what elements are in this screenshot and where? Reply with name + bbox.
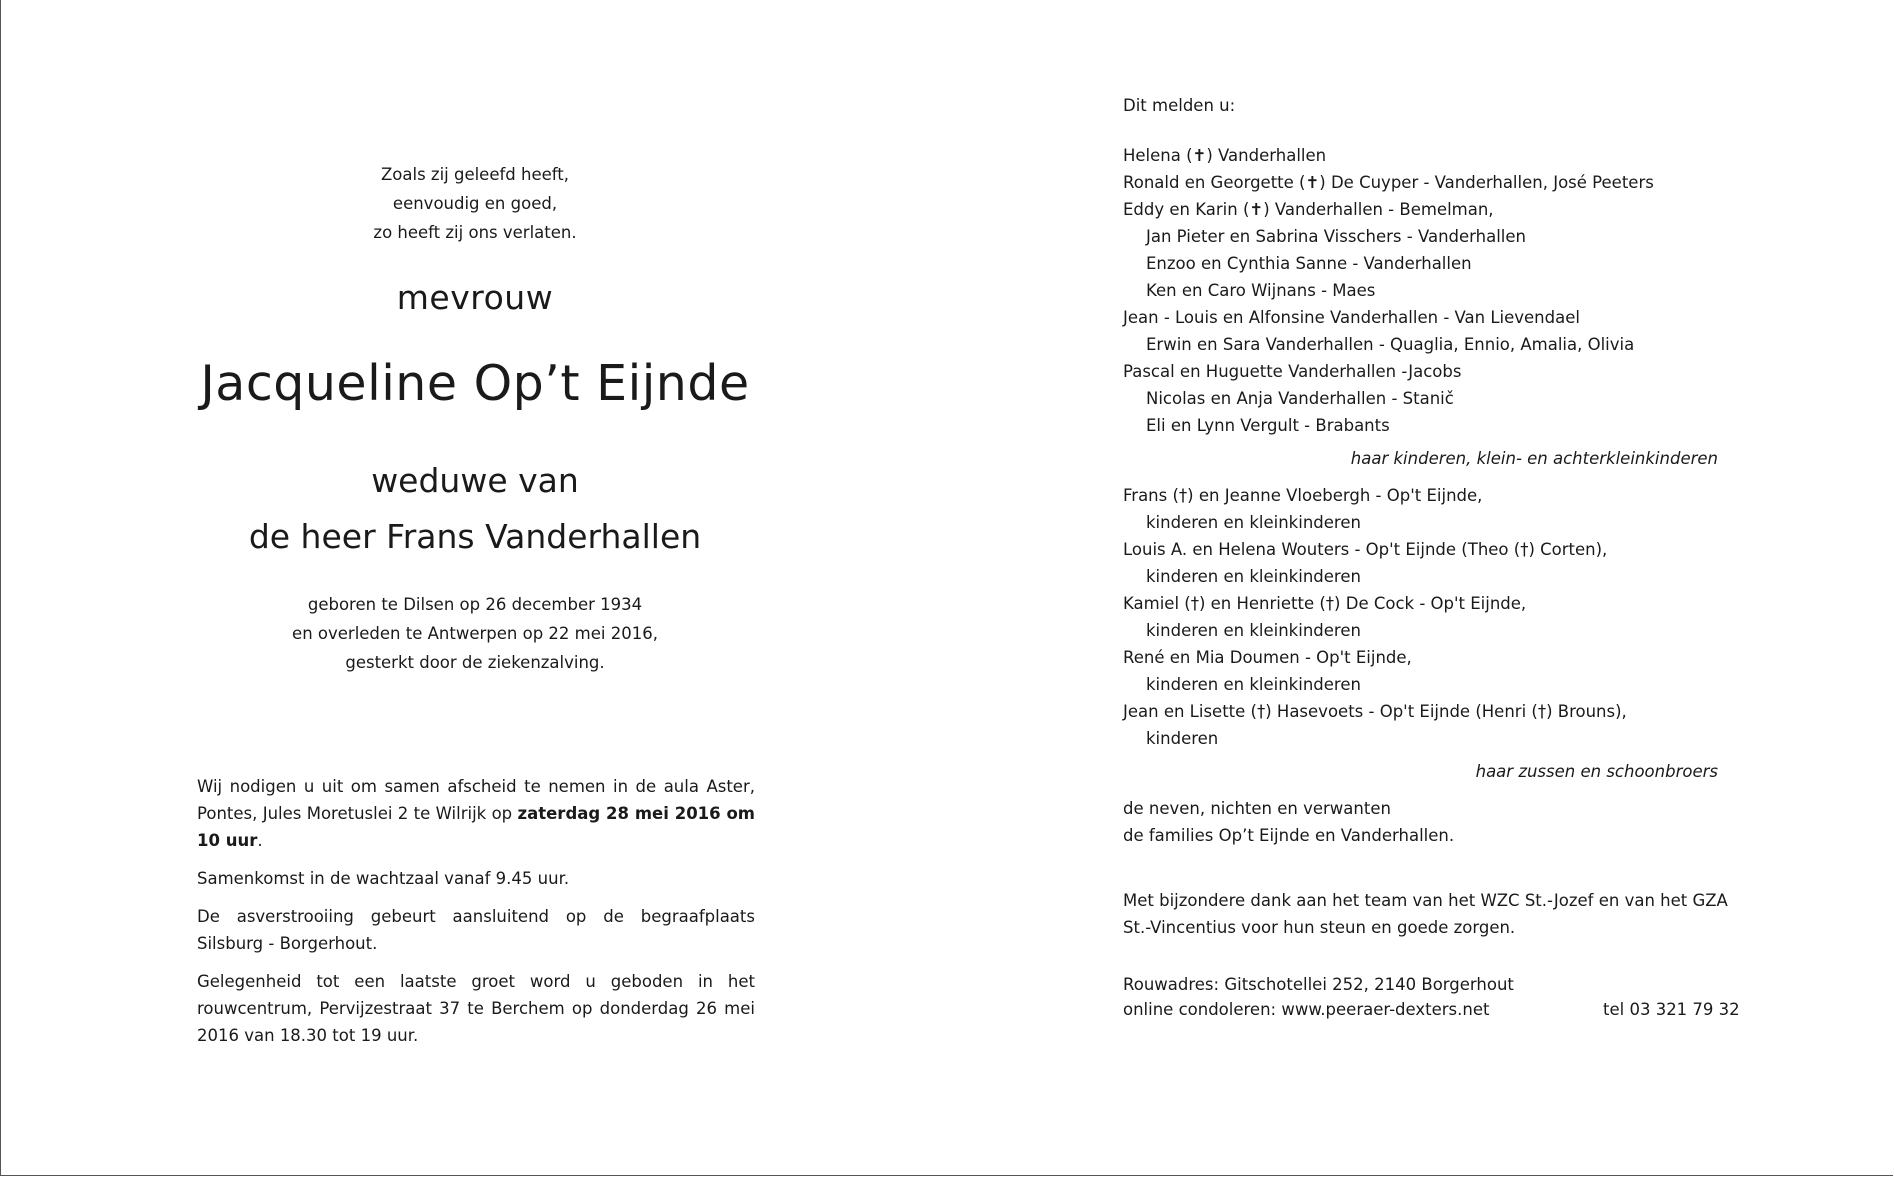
thanks-note bbox=[1123, 887, 1743, 941]
children-role-caption: haar kinderen, klein- en achterkleinkinderen bbox=[1350, 449, 1718, 468]
widow-of-label: weduwe van bbox=[371, 461, 579, 500]
family-line: Kamiel (†) en Henriette (†) De Cock - Op't Eijnde, bbox=[1123, 594, 1527, 613]
family-line: Eli en Lynn Vergult - Brabants bbox=[1146, 416, 1390, 435]
poem-line: Zoals zij geleefd heeft, bbox=[380, 165, 570, 184]
widow-of bbox=[200, 453, 750, 565]
family-line: Pascal en Huguette Vanderhallen -Jacobs bbox=[1123, 362, 1462, 381]
birth-line: geboren te Dilsen op 26 december 1934 bbox=[307, 595, 643, 614]
spouse-name: de heer Frans Vanderhallen bbox=[248, 517, 702, 556]
relatives-line: de neven, nichten en verwanten bbox=[1123, 799, 1391, 818]
viewing-paragraph: Gelegenheid tot een laatste groet word u geboden in het rouwcentrum, Pervijzestraat 37 te Berchem op donderdag 26 mei 2016 van 18.30 tot 19 uur. bbox=[197, 972, 755, 1045]
contact-info bbox=[1123, 972, 1743, 1022]
family-line: Eddy en Karin (✝) Vanderhallen - Bemelman, bbox=[1123, 200, 1494, 219]
telephone: tel 03 321 79 32 bbox=[1603, 1000, 1740, 1019]
family-line: Erwin en Sara Vanderhallen - Quaglia, Ennio, Amalia, Olivia bbox=[1146, 335, 1635, 354]
gathering-paragraph: Samenkomst in de wachtzaal vanaf 9.45 uur. bbox=[197, 869, 570, 888]
death-line: en overleden te Antwerpen op 22 mei 2016, bbox=[292, 624, 658, 643]
deceased-name: Jacqueline Op’t Eijnde bbox=[200, 355, 750, 412]
online-condolences: online condoleren: www.peeraer-dexters.net bbox=[1123, 1000, 1490, 1019]
family-line: Enzoo en Cynthia Sanne - Vanderhallen bbox=[1146, 254, 1472, 273]
mourning-address: Rouwadres: Gitschotellei 252, 2140 Borgerhout bbox=[1123, 975, 1514, 994]
honorific: mevrouw bbox=[396, 278, 554, 317]
sacrament-line: gesterkt door de ziekenzalving. bbox=[345, 653, 605, 672]
family-line: Jean en Lisette (†) Hasevoets - Op't Eijnde (Henri (†) Brouns), bbox=[1123, 702, 1627, 721]
announcement-header: Dit melden u: bbox=[1123, 96, 1236, 115]
family-line: kinderen en kleinkinderen bbox=[1146, 513, 1361, 532]
siblings-role-caption: haar zussen en schoonbroers bbox=[1475, 762, 1718, 781]
family-line: kinderen bbox=[1146, 729, 1219, 748]
family-line: kinderen en kleinkinderen bbox=[1146, 675, 1361, 694]
poem-line: zo heeft zij ons verlaten. bbox=[373, 223, 577, 242]
family-line: René en Mia Doumen - Op't Eijnde, bbox=[1123, 648, 1412, 667]
family-line: Ken en Caro Wijnans - Maes bbox=[1146, 281, 1376, 300]
family-line: Frans (†) en Jeanne Vloebergh - Op't Eijnde, bbox=[1123, 486, 1483, 505]
birth-death-info bbox=[250, 590, 700, 677]
thanks-line: Met bijzondere dank aan het team van het WZC St.-Jozef en van het GZA bbox=[1123, 891, 1728, 910]
family-line: Nicolas en Anja Vanderhallen - Stanič bbox=[1146, 389, 1454, 408]
family-line: Jan Pieter en Sabrina Visschers - Vanderhallen bbox=[1146, 227, 1526, 246]
online-condolences-row bbox=[1123, 997, 1743, 1022]
family-line: kinderen en kleinkinderen bbox=[1146, 567, 1361, 586]
family-line: kinderen en kleinkinderen bbox=[1146, 621, 1361, 640]
family-line: Louis A. en Helena Wouters - Op't Eijnde (Theo (†) Corten), bbox=[1123, 540, 1608, 559]
ash-scattering-paragraph: De asverstrooiing gebeurt aansluitend op de begraafplaats Silsburg - Borgerhout. bbox=[197, 907, 755, 953]
thanks-line: St.-Vincentius voor hun steun en goede zorgen. bbox=[1123, 918, 1516, 937]
relatives-line: de families Op’t Eijnde en Vanderhallen. bbox=[1123, 826, 1455, 845]
family-line: Jean - Louis en Alfonsine Vanderhallen - Van Lievendael bbox=[1123, 308, 1580, 327]
invite-paragraph: Wij nodigen u uit om samen afscheid te nemen in de aula Aster, Pontes, Jules Moretuslei 2 te Wilrijk op zaterdag 28 mei 2016 om 10 uur. bbox=[197, 777, 756, 850]
poem-line: eenvoudig en goed, bbox=[392, 194, 558, 213]
family-line: Helena (✝) Vanderhallen bbox=[1123, 146, 1327, 165]
opening-poem bbox=[275, 160, 675, 247]
ceremony-date: zaterdag 28 mei 2016 om 10 uur bbox=[197, 804, 756, 850]
family-list bbox=[1123, 142, 1743, 849]
ceremony-invitation bbox=[197, 773, 755, 1060]
family-line: Ronald en Georgette (✝) De Cuyper - Vanderhallen, José Peeters bbox=[1123, 173, 1654, 192]
